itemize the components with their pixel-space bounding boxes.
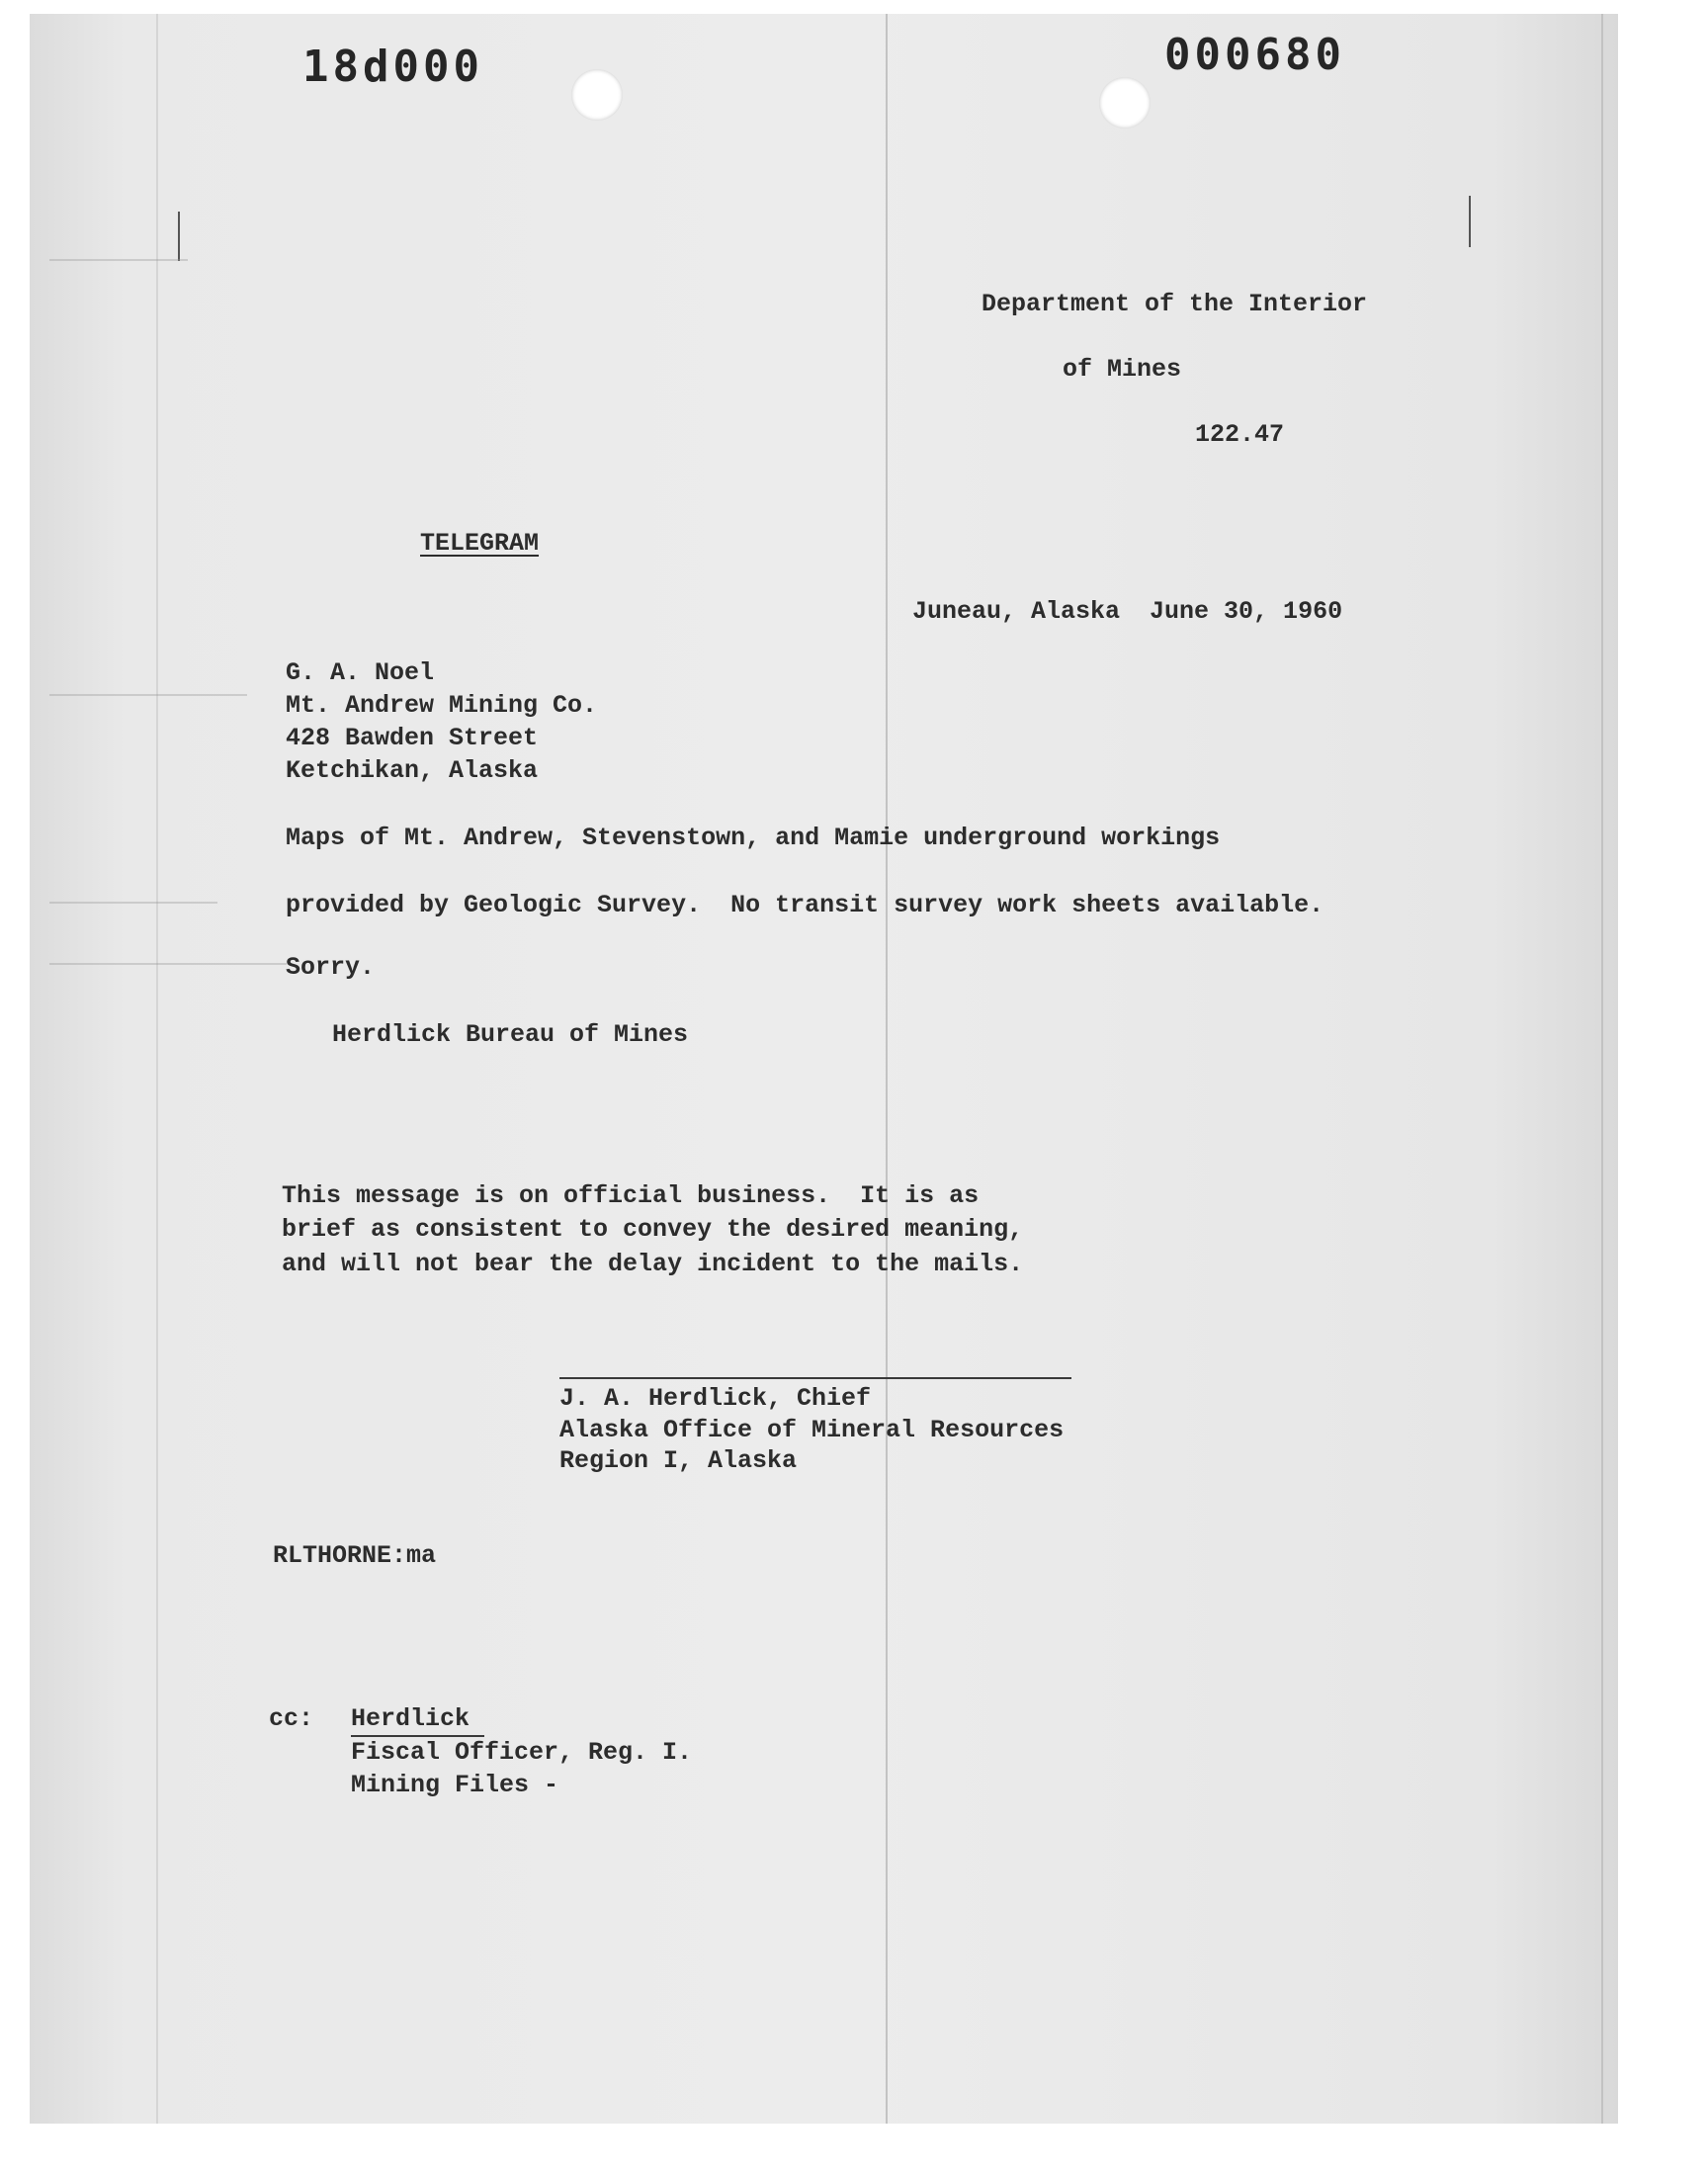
document-page	[30, 14, 1618, 2124]
signer-region: Region I, Alaska	[559, 1446, 798, 1475]
message-sign-off: Herdlick Bureau of Mines	[332, 1020, 689, 1049]
place-and-date: Juneau, Alaska June 30, 1960	[912, 597, 1343, 626]
cc-recipient: Herdlick	[351, 1704, 470, 1733]
cc-recipient: Fiscal Officer, Reg. I.	[351, 1738, 693, 1767]
header-bureau: of Mines	[1063, 355, 1182, 384]
message-line-3: Sorry.	[286, 953, 376, 982]
cc-label: cc:	[269, 1704, 314, 1733]
fold-crease-right	[1601, 14, 1603, 2124]
signer-office: Alaska Office of Mineral Resources	[559, 1416, 1065, 1444]
recipient-name: G. A. Noel	[286, 658, 435, 687]
cc-underline	[351, 1735, 484, 1737]
stamp-number-left: 18d000	[302, 42, 483, 92]
punch-hole-right	[1099, 77, 1151, 129]
stamp-number-right: 000680	[1164, 30, 1345, 80]
signer-name: J. A. Herdlick, Chief	[559, 1384, 872, 1413]
header-department: Department of the Interior	[982, 290, 1368, 318]
bleed-mark	[49, 259, 188, 261]
official-notice-line-3: and will not bear the delay incident to the mails.	[282, 1250, 1024, 1278]
fold-crease-left	[156, 14, 158, 2124]
message-line-1: Maps of Mt. Andrew, Stevenstown, and Mamie underground workings	[286, 824, 1221, 852]
signature-line	[559, 1377, 1071, 1379]
official-notice-line-1: This message is on official business. It is as	[282, 1181, 980, 1210]
message-line-2: provided by Geologic Survey. No transit survey work sheets available.	[286, 891, 1324, 919]
edge-mark-right	[1469, 196, 1471, 247]
recipient-company: Mt. Andrew Mining Co.	[286, 691, 598, 720]
document-type-title: TELEGRAM	[420, 529, 540, 558]
bleed-mark	[49, 694, 247, 696]
recipient-street: 428 Bawden Street	[286, 724, 539, 752]
typist-initials: RLTHORNE:ma	[273, 1541, 437, 1570]
official-notice-line-2: brief as consistent to convey the desired meaning,	[282, 1215, 1024, 1244]
punch-hole-left	[571, 69, 623, 121]
header-code: 122.47	[1195, 420, 1285, 449]
cc-recipient: Mining Files -	[351, 1771, 559, 1799]
edge-mark-left	[178, 212, 180, 261]
bleed-mark	[49, 902, 217, 904]
fold-crease	[886, 14, 888, 2124]
bleed-mark	[49, 963, 287, 965]
recipient-city: Ketchikan, Alaska	[286, 756, 539, 785]
